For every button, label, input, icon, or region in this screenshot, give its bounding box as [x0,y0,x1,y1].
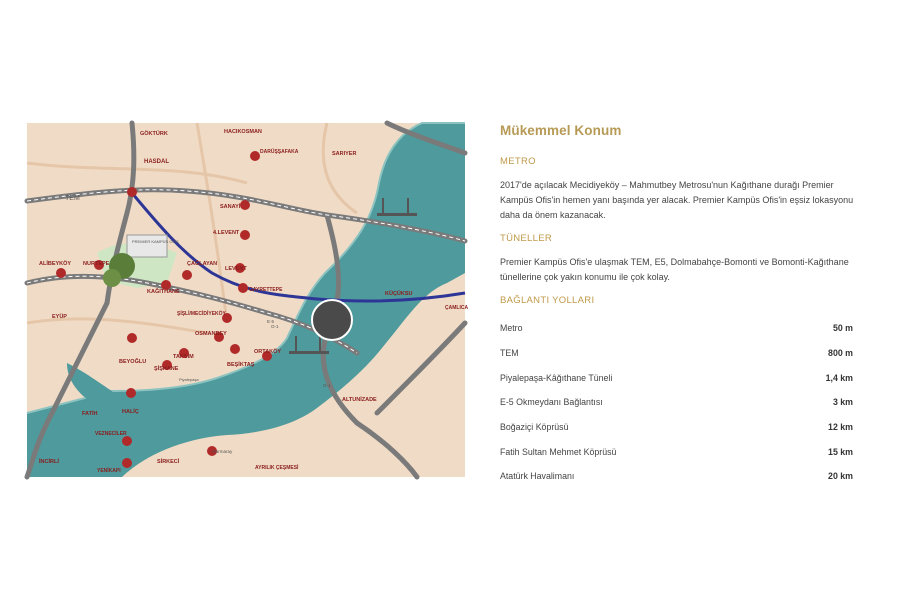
label-levent: LEVENT [225,266,247,272]
label-premier: PREMIER KAMPÜS OFİS [132,239,179,244]
label-besiktas: BEŞİKTAŞ [227,362,255,368]
distance-label: Piyalepaşa-Kâğıthane Tüneli [500,372,613,383]
label-halic: HALİÇ [122,409,139,415]
label-o1-b: O-1 [323,383,331,388]
label-o1-a: O-1 [271,324,279,329]
tuneller-heading: TÜNELLER [500,233,553,244]
distance-label: Boğaziçi Köprüsü [500,422,569,433]
label-sirkeci: SİRKECİ [157,459,180,465]
distance-value: 20 km [828,471,853,482]
distance-value: 800 m [828,348,853,359]
label-hasdal: HASDAL [144,159,169,165]
baglanti-heading: BAĞLANTI YOLLARI [500,295,595,306]
distance-row [500,390,853,415]
label-osmanbey: OSMANBEY [195,331,227,337]
label-piyalepasa: Piyalepaşa [179,377,199,382]
label-e5: E-5 [267,319,275,324]
label-beyoglu: BEYOĞLU [119,359,147,365]
label-taksim: TAKSİM [173,354,194,360]
distance-table [500,316,853,489]
label-incirli: İNCİRLİ [39,459,59,465]
label-caglayan: ÇAĞLAYAN [187,261,218,267]
distance-value: 12 km [828,422,853,433]
label-nurtepe: NURTEPE [83,261,110,267]
label-darussafaka: DARÜŞŞAFAKA [260,149,299,155]
tuneller-text: Premier Kampüs Ofis'e ulaşmak TEM, E5, Dolmabahçe-Bomonti ve Bomonti-Kağıthane tünellerine çok yakın konumu ile çok kolay. [500,257,849,282]
distance-value: 3 km [832,397,853,408]
label-sanayi: SANAYİ [220,204,241,210]
label-eyup: EYÜP [52,314,67,320]
label-marmaray: Marmaray [212,449,233,454]
label-tem: TEM [65,195,80,202]
label-camlica: ÇAMLICA [445,305,469,311]
label-4levent: 4.LEVENT [213,230,240,236]
metro-text: 2017'de açılacak Mecidiyeköy – Mahmutbey Metrosu'nun Kağıthane durağı Premier Kampüs Ofis'in hemen yanı başında yer alacak. Premier Kampüs Ofis'in eşsiz lokasyonu daha da önem kazanacak. [500,180,854,220]
distance-value: 50 m [832,323,853,334]
label-fatih: FATİH [82,411,98,417]
info-panel [500,123,855,482]
distance-label: Fatih Sultan Mehmet Köprüsü [500,446,617,457]
distance-row [500,415,853,440]
label-ortakoy: ORTAKÖY [254,349,282,355]
distance-row [500,439,853,464]
label-sishane: ŞİŞHANE [154,366,179,372]
label-ayrilik: AYRILIK ÇEŞMESİ [255,465,299,471]
distance-row [500,464,853,489]
label-kagithane: KAĞITHANE [147,289,180,295]
distance-label: E-5 Okmeydanı Bağlantısı [500,397,603,408]
label-gokturk: GÖKTÜRK [140,131,168,137]
distance-row [500,316,853,341]
photo-bubble[interactable] [312,300,352,340]
metro-heading: METRO [500,156,536,167]
label-gayrettepe: GAYRETTEPE [249,287,283,293]
distance-row [500,341,853,366]
page-title: Mükemmel Konum [500,123,622,138]
label-sisli: ŞİŞLİ/MECİDİYEKÖY [177,311,226,317]
distance-label: TEM [500,348,519,359]
label-vezneciler: VEZNECİLER [95,431,127,437]
distance-value: 1,4 km [825,372,853,383]
distance-value: 15 km [828,446,853,457]
label-hacikosman: HACIKOSMAN [224,129,262,135]
label-alibeykoy: ALİBEYKÖY [39,261,72,267]
distance-label: Metro [500,323,523,334]
label-kucuksu: KÜÇÜKSU [385,291,413,297]
location-map[interactable] [27,123,469,477]
distance-label: Atatürk Havalimanı [500,471,575,482]
label-yenikapi: YENİKAPI [97,468,121,474]
label-altunizade: ALTUNİZADE [342,397,377,403]
distance-row [500,365,853,390]
label-sariyer: SARIYER [332,151,357,157]
